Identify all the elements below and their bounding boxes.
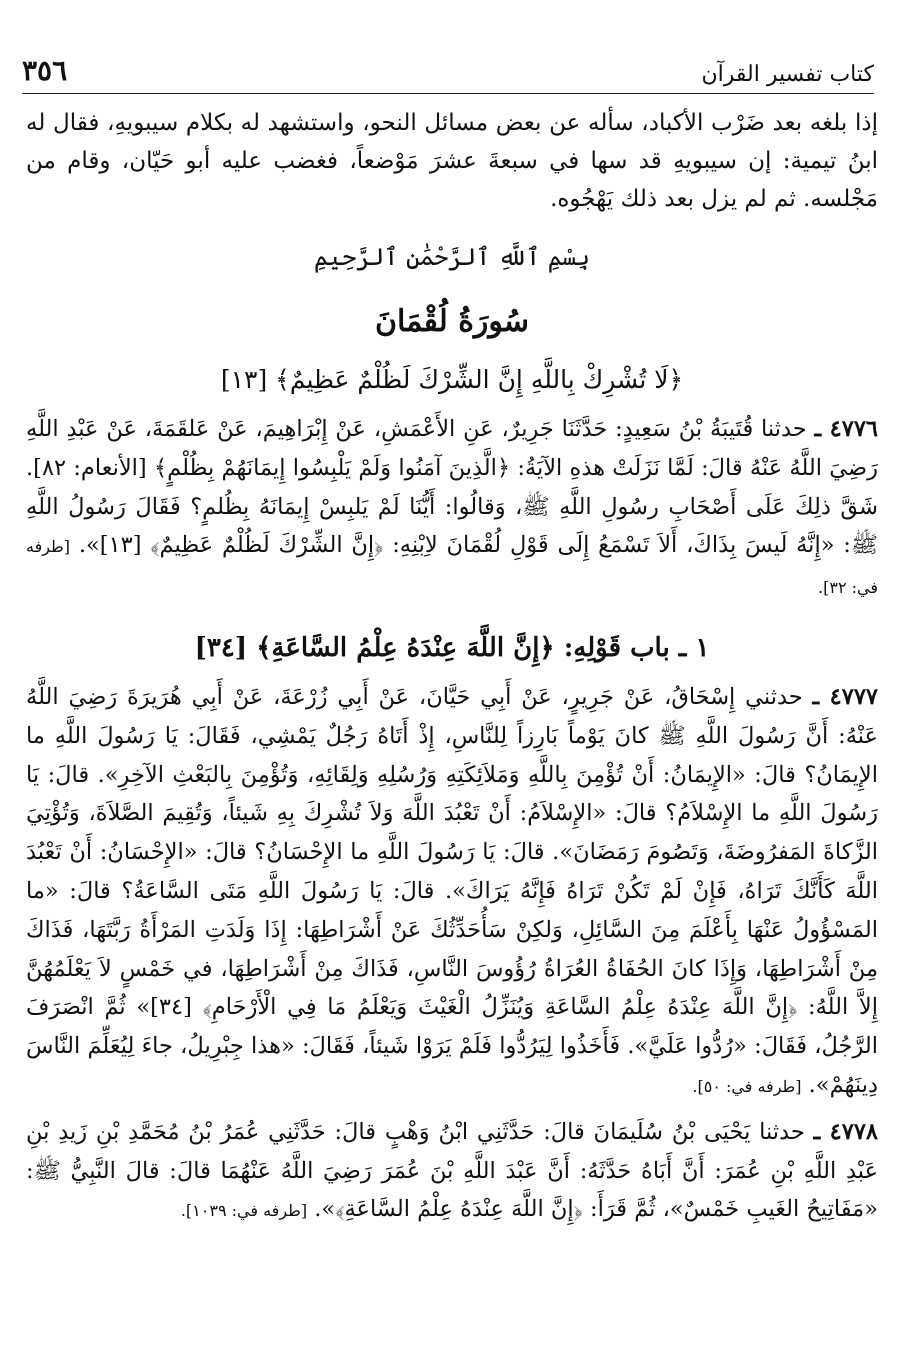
hadith-reference: [طرفه في: ٥٠]. — [692, 1076, 802, 1096]
hadith-4776 — [26, 410, 878, 608]
hadith-reference: [طرفه في: ١٠٣٩]. — [180, 1201, 308, 1221]
hadith-reference: [طرفه في: ٣٢]. — [26, 537, 878, 598]
page-number: ٣٥٦ — [22, 54, 68, 87]
hadith-number: ٤٧٧٦ ـ — [814, 416, 878, 442]
basmala: بِسْمِ ٱللَّهِ ٱلرَّحْمَٰنِ ٱلرَّحِيمِ — [313, 243, 590, 271]
hadith-text: حدثنا يَحْيَى بْنُ سُلَيمَانَ قالَ: حَدَّثَنِي ابْنُ وَهْبٍ قالَ: حَدَّثَنِي عُمَرُ بْنُ مُحَمَّدِ بْنِ زَيدِ بْنِ عَبْدِ اللَّهِ بْنِ عُمَرَ: أَنَّ أَبَاهُ حَدَّثَهُ: أَنَّ عَبْدَ اللَّهِ بْنَ عُمَرَ رَضِيَ اللَّهُ عَنْهُمَا قالَ: قالَ النَّبِيُّ ﷺ: «مَفَاتِيحُ الغَيبِ خَمْسٌ»، ثُمَّ قَرَأَ: ﴿إِنَّ اللَّهَ عِنْدَهُ عِلْمُ السَّاعَةِ﴾». — [26, 1118, 878, 1223]
book-title: كتاب تفسير القرآن — [701, 62, 874, 87]
hadith-number: ٤٧٧٧ ـ — [812, 683, 878, 710]
page-body — [26, 104, 878, 1231]
hadith-4778 — [26, 1113, 878, 1231]
chapter-heading: ١ ـ باب قَوْلِهِ: ﴿إِنَّ اللَّهَ عِنْدَهُ عِلْمُ السَّاعَةِ﴾ [٣٤] — [194, 632, 710, 663]
hadith-text: حدثنا قُتَيبَةُ بْنُ سَعِيدٍ: حَدَّثَنَا جَرِيرٌ، عَنِ الأَعْمَشِ، عَنْ إِبْرَاهِيمَ، عَنْ عَلقَمَةَ، عَنْ عَبْدِ اللَّهِ رَضِيَ اللَّهُ عَنْهُ قالَ: لَمَّا نَزَلَتْ هذهِ الآيَةُ: ﴿الَّذِينَ آمَنُوا وَلَمْ يَلْبِسُوا إِيمَانَهُمْ بِظُلْمٍ﴾ [الأنعام: ٨٢]. شَقَّ ذلِكَ عَلَى أَصْحَابِ رسُولِ اللَّهِ ﷺ، وَقالُوا: أَيُّنَا لَمْ يَلبِسْ إِيمَانَهُ بِظُلمٍ؟ فَقَالَ رَسُولُ اللَّهِ ﷺ: «إِنَّهُ لَيسَ بِذَاكَ، أَلاَ تَسْمَعُ إِلَى قَوْلِ لُقْمَانَ لاِبْنِهِ: ﴿إِنَّ الشِّرْكَ لَظُلْمٌ عَظِيمٌ﴾ [١٣]». — [26, 416, 879, 559]
surah-title: سُورَةُ لُقْمَانَ — [374, 304, 530, 339]
hadith-number: ٤٧٧٨ ـ — [813, 1118, 879, 1145]
hadith-4777 — [26, 678, 878, 1107]
page-header — [22, 44, 874, 94]
hadith-text: حدثني إِسْحَاقُ، عَنْ جَرِيرٍ، عَنْ أَبِي حَيَّانَ، عَنْ أَبِي زُرْعَةَ، عَنْ أَبِي هُرَيرَةَ رَضِيَ اللَّهُ عَنْهُ: أَنَّ رَسُولَ اللَّهِ ﷺ كانَ يَوْماً بَارِزاً لِلنَّاسِ، إِذْ أَتَاهُ رَجُلٌ يَمْشِي، فَقَالَ: يَا رَسُولَ اللَّهِ ما الإِيمَانُ؟ قالَ: «الإِيمَانُ: أَنْ تُؤْمِنَ بِاللَّهِ وَمَلاَئِكَتِهِ وَرُسُلِهِ وَلِقَائِهِ، وَتُؤْمِنَ بِالبَعْثِ الآخِرِ». قالَ: يَا رَسُولَ اللَّهِ ما الإِسْلاَمُ؟ قالَ: «الإِسْلاَمُ: أَنْ تَعْبُدَ اللَّهَ وَلاَ تُشْرِكَ بِهِ شَيئاً، وَتُقِيمَ الصَّلاَةَ، وَتُؤْتِيَ الزَّكاةَ المَفرُوضَةَ، وَتَصُومَ رَمَضَانَ». قالَ: يَا رَسُولَ اللَّهِ ما الإِحْسَانُ؟ قالَ: «الإِحْسَانُ: أَنْ تَعْبُدَ اللَّهَ كَأَنَّكَ تَرَاهُ، فَإِنْ لَمْ تَكُنْ تَرَاهُ فَإِنَّهُ يَرَاكَ». قالَ: يَا رَسُولَ اللَّهِ مَتَى السَّاعَةُ؟ قالَ: «ما المَسْؤُولُ عَنْهَا بِأَعْلَمَ مِنَ السَّائِلِ، وَلكِنْ سَأُحَدِّثُكَ عَنْ أَشْرَاطِهَا: إِذَا وَلَدَتِ المَرْأَةُ رَبَّتَهَا، فَذَاكَ مِنْ أَشْرَاطِهَا، وَإِذَا كانَ الحُفَاةُ العُرَاةُ رُؤُوسَ النَّاسِ، فَذَاكَ مِنْ أَشْرَاطِهَا، في خَمْسٍ لاَ يَعْلَمُهُنَّ إِلاَّ اللَّهُ: ﴿إِنَّ اللَّهَ عِنْدَهُ عِلْمُ السَّاعَةِ وَيُنَزِّلُ الْغَيْثَ وَيَعْلَمُ مَا فِي الْأَرْحَامِ﴾ [٣٤]» ثُمَّ انْصَرَفَ الرَّجُلُ، فَقَالَ: «رُدُّوا عَلَيَّ». فَأَخَذُوا لِيَرُدُّوا فَلَمْ يَرَوْا شَيئاً، فَقَالَ: «هذا جِبْرِيلُ، جاءَ لِيُعَلِّمَ النَّاسَ دِينَهُمْ». — [26, 683, 878, 1098]
intro-paragraph: إذا بلغه بعد ضَرْب الأكباد، سأله عن بعض مسائل النحو، واستشهد له بكلام سيبويهِ، فقال له ابنُ تيمية: إن سيبويهِ قد سها في سبعةَ عشرَ مَوْضعاً، فغضب عليه أبو حَيّان، وقام من مَجْلسه. ثم لم يزل بعد ذلك يَهْجُوه. — [26, 110, 878, 212]
verse-heading: ﴿لَا تُشْرِكْ بِاللَّهِ إِنَّ الشِّرْكَ لَظُلْمٌ عَظِيمٌ﴾ [١٣] — [220, 365, 684, 394]
